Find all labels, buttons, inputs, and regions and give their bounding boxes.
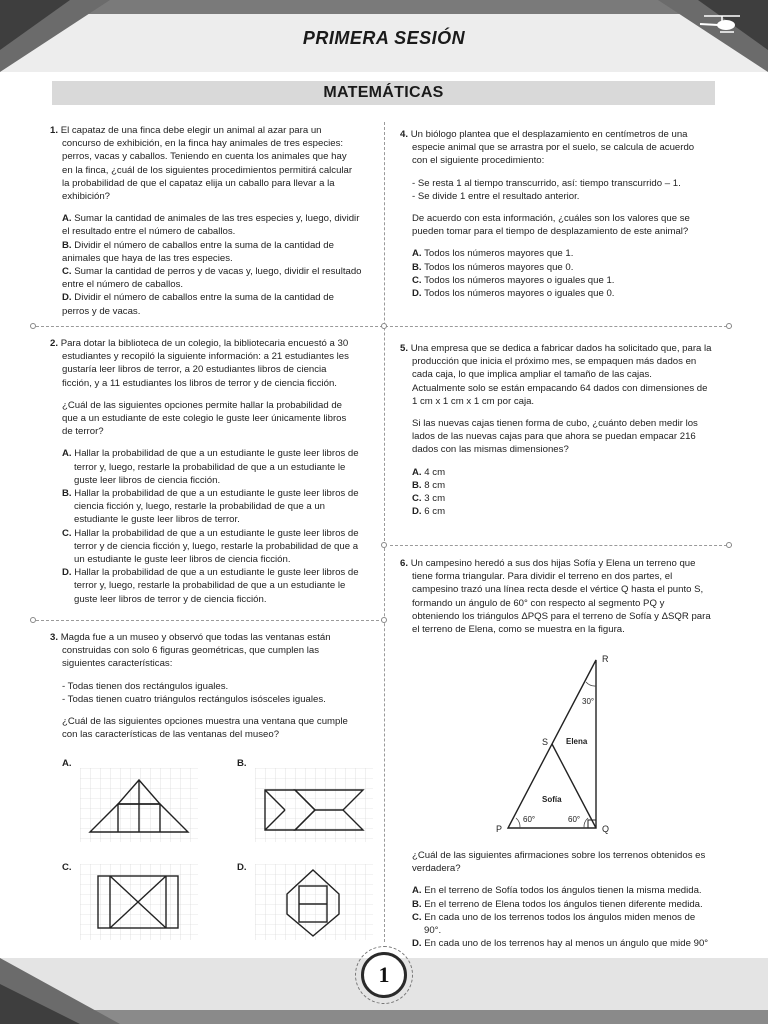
question-line: De acuerdo con esta información, ¿cuáles son los valores que se	[412, 213, 690, 225]
triangle-figure	[490, 652, 620, 836]
divider-dot	[381, 542, 387, 548]
question-number: 1.	[50, 125, 59, 136]
option-a[interactable]: A. Sumar la cantidad de animales de las tres especies y, luego, dividir	[62, 213, 360, 225]
question-number: 6.	[400, 558, 409, 569]
angle-r-label: 30°	[582, 697, 595, 706]
option-c-label[interactable]: C.	[62, 862, 72, 873]
window-figure-b[interactable]	[255, 768, 373, 842]
angle-p-label: 60°	[523, 815, 536, 824]
option-c[interactable]: C. Todos los números mayores o iguales que 1.	[412, 274, 615, 286]
window-figure-c[interactable]	[80, 864, 198, 940]
step-line: - Se resta 1 al tiempo transcurrido, así: tiempo transcurrido – 1.	[412, 177, 681, 189]
region-sofia-label: Sofía	[542, 795, 562, 804]
option-b-label[interactable]: B.	[237, 758, 247, 769]
stem-line: cada caja, lo que implica ampliar el tamaño de las cajas.	[412, 369, 652, 381]
window-figure-d[interactable]	[255, 864, 373, 940]
stem-line: en la finca, ¿cuál de los siguientes procedimientos permitirá calcular	[62, 164, 353, 176]
option-d[interactable]: D. En cada uno de los terrenos hay al menos un ángulo que mide 90°	[412, 938, 709, 950]
option-b[interactable]: B. En el terreno de Elena todos los ángulos tienen diferente medida.	[412, 898, 703, 910]
stem-line: estudiantes y recopiló la siguiente información: a 21 estudiantes les	[62, 351, 349, 363]
question-3	[50, 631, 368, 741]
option-a[interactable]: A. Hallar la probabilidad de que a un estudiante le guste leer libros de	[62, 448, 359, 460]
option-c[interactable]: C. En cada uno de los terrenos todos los ángulos miden menos de	[412, 911, 696, 923]
divider-dot	[30, 617, 36, 623]
step-line: - Se divide 1 entre el resultado anterior.	[412, 190, 580, 202]
question-line: ¿Cuál de las siguientes afirmaciones sobre los terrenos obtenidos es	[412, 850, 706, 861]
question-2	[50, 337, 368, 606]
question-line: verdadera?	[412, 863, 461, 875]
stem-line: gustaría leer libros de terror, a 20 estudiantes libros de ciencia	[62, 364, 327, 376]
option-b[interactable]: B. Hallar la probabilidad de que a un estudiante le guste leer libros de	[62, 488, 359, 500]
question-line: dados con las mismas dimensiones?	[412, 444, 569, 456]
stem-line: especie animal que se arrastra por el suelo, se calcula de acuerdo	[412, 142, 695, 154]
option-line: guste leer libros de ciencia ficción.	[74, 474, 221, 486]
question-line: lados de las nuevas cajas para que ahora se puedan empacar 216	[412, 431, 696, 443]
stem-line: formando un ángulo de 60° con respecto al segmento PQ y	[412, 597, 665, 609]
question-line: que a un estudiante de este colegio le guste leer únicamente libros	[62, 413, 347, 425]
option-c[interactable]: C. Hallar la probabilidad de que a un estudiante le guste leer libros de	[62, 527, 359, 539]
question-line: de terror?	[62, 426, 104, 438]
divider-dot	[726, 542, 732, 548]
stem-line: ficción, y a 11 estudiantes los libros de terror y de ciencia ficción.	[62, 377, 337, 389]
row-divider	[390, 545, 732, 546]
stem-line: la probabilidad de que el capataz elija un caballo para llevar a la	[62, 177, 335, 189]
option-line: perros y de vacas.	[62, 305, 141, 317]
subject-title: MATEMÁTICAS	[52, 81, 715, 105]
stem-line: construidas con solo 6 figuras geométricas, que cumplen las	[62, 645, 320, 657]
option-line: animales que haya de las tres especies.	[62, 252, 233, 264]
angle-q-label: 60°	[568, 815, 581, 824]
stem-line: Un campesino heredó a sus dos hijas Sofía y Elena un terreno que	[410, 558, 696, 569]
footer-left-decoration-dark	[0, 984, 80, 1024]
question-4	[400, 128, 718, 300]
stem-line: Actualmente solo se están empacando 64 dados con dimensiones de	[412, 382, 708, 394]
option-line: un estudiante le guste leer libros de ciencia ficción.	[74, 554, 291, 566]
option-line: terror y, luego, restarle la probabilidad de que a un estudiante le	[74, 580, 346, 592]
option-a[interactable]: A. Todos los números mayores que 1.	[412, 248, 574, 260]
option-a[interactable]: A. 4 cm	[412, 466, 446, 478]
option-b[interactable]: B. Todos los números mayores que 0.	[412, 261, 574, 273]
vertex-r-label: R	[602, 654, 609, 664]
question-line: pueden tomar para el tiempo de desplazamiento de este animal?	[412, 226, 689, 238]
stem-line: obteniendo los triángulos ΔPQS para el terreno de Sofía y ΔSQR para	[412, 610, 711, 622]
column-divider	[384, 122, 385, 942]
vertex-q-label: Q	[602, 824, 610, 834]
question-1	[50, 124, 368, 318]
option-d-label[interactable]: D.	[237, 862, 247, 873]
stem-line: Para dotar la biblioteca de un colegio, la bibliotecaria encuestó a 30	[60, 338, 349, 349]
question-line: Si las nuevas cajas tienen forma de cubo, ¿cuánto deben medir los	[412, 418, 698, 430]
question-number: 2.	[50, 338, 59, 349]
vertex-s-label: S	[542, 737, 549, 747]
option-d[interactable]: D. 6 cm	[412, 506, 446, 518]
option-a-label[interactable]: A.	[62, 758, 72, 769]
question-number: 4.	[400, 129, 409, 140]
question-6	[400, 557, 718, 636]
divider-dot	[726, 323, 732, 329]
question-5	[400, 342, 718, 518]
stem-line: el terreno de Elena, como se muestra en la figura.	[412, 624, 625, 636]
divider-dot	[30, 323, 36, 329]
window-figure-a[interactable]	[80, 768, 198, 842]
bullet-line: - Todas tienen dos rectángulos iguales.	[62, 680, 229, 692]
header-band	[0, 0, 768, 14]
option-line: guste leer libros de terror y de ciencia ficción.	[74, 593, 267, 605]
option-line: estudiante le guste leer libros de terror.	[74, 514, 240, 526]
stem-line: El capataz de una finca debe elegir un animal al azar para un	[60, 125, 322, 136]
option-line: 90°.	[424, 925, 442, 937]
option-c[interactable]: C. 3 cm	[412, 493, 446, 505]
question-line: ¿Cuál de las siguientes opciones muestra una ventana que cumple	[62, 716, 348, 728]
stem-line: Magda fue a un museo y observó que todas las ventanas están	[60, 632, 331, 643]
session-title: PRIMERA SESIÓN	[302, 28, 466, 48]
stem-line: siguientes características:	[62, 658, 173, 670]
option-a[interactable]: A. En el terreno de Sofía todos los ángulos tienen la misma medida.	[412, 885, 702, 897]
stem-line: producción que inicia el próximo mes, se empaquen más dados en	[412, 356, 697, 368]
stem-line: 1 cm x 1 cm x 1 cm por caja.	[412, 395, 535, 407]
divider-dot	[381, 617, 387, 623]
stem-line: exhibición?	[62, 191, 111, 203]
question-number: 5.	[400, 343, 409, 354]
option-line: ciencia ficción y, luego, restarle la probabilidad de que a un	[74, 501, 326, 513]
stem-line: concurso de exhibición, en la finca hay animales de tres especies:	[62, 138, 344, 150]
option-line: el resultado entre el número de caballos.	[62, 226, 236, 238]
option-b[interactable]: B. Dividir el número de caballos entre la suma de la cantidad de	[62, 239, 334, 251]
page-number: 1	[361, 952, 407, 998]
stem-line: con el siguiente procedimiento:	[412, 155, 545, 167]
stem-line: perros, vacas y caballos. Teniendo en cuenta los animales que hay	[62, 151, 347, 163]
question-line: ¿Cuál de las siguientes opciones permite hallar la probabilidad de	[62, 399, 342, 411]
option-d[interactable]: D. Todos los números mayores o iguales que 0.	[412, 288, 615, 300]
row-divider	[36, 620, 384, 621]
option-d[interactable]: D. Hallar la probabilidad de que a un estudiante le guste leer libros de	[62, 567, 359, 579]
divider-dot	[381, 323, 387, 329]
region-elena-label: Elena	[566, 737, 588, 746]
option-line: terror y de ciencia ficción y, luego, restarle la probabilidad de que a	[74, 540, 359, 552]
option-line: terror y, luego, restarle la probabilidad de que a un estudiante le	[74, 461, 346, 473]
stem-line: campesino trazó una línea recta desde el vértice Q hasta el punto S,	[412, 584, 704, 596]
question-6-options	[400, 849, 720, 950]
stem-line: Un biólogo plantea que el desplazamiento en centímetros de una	[410, 129, 688, 140]
option-d[interactable]: D. Dividir el número de caballos entre la suma de la cantidad de	[62, 292, 334, 304]
option-line: entre el número de caballos.	[62, 279, 184, 291]
stem-line: tiene forma triangular. Para dividir el terreno en dos partes, el	[412, 571, 673, 583]
bullet-line: - Todas tienen cuatro triángulos rectángulos isósceles iguales.	[62, 693, 326, 705]
question-line: con las características de las ventanas del museo?	[62, 729, 280, 741]
option-c[interactable]: C. Sumar la cantidad de perros y de vacas y, luego, dividir el resultado	[62, 266, 362, 278]
page-header	[0, 0, 768, 72]
option-b[interactable]: B. 8 cm	[412, 479, 446, 491]
question-number: 3.	[50, 632, 59, 643]
stem-line: Una empresa que se dedica a fabricar dados ha solicitado que, para la	[410, 343, 712, 354]
vertex-p-label: P	[496, 824, 503, 834]
